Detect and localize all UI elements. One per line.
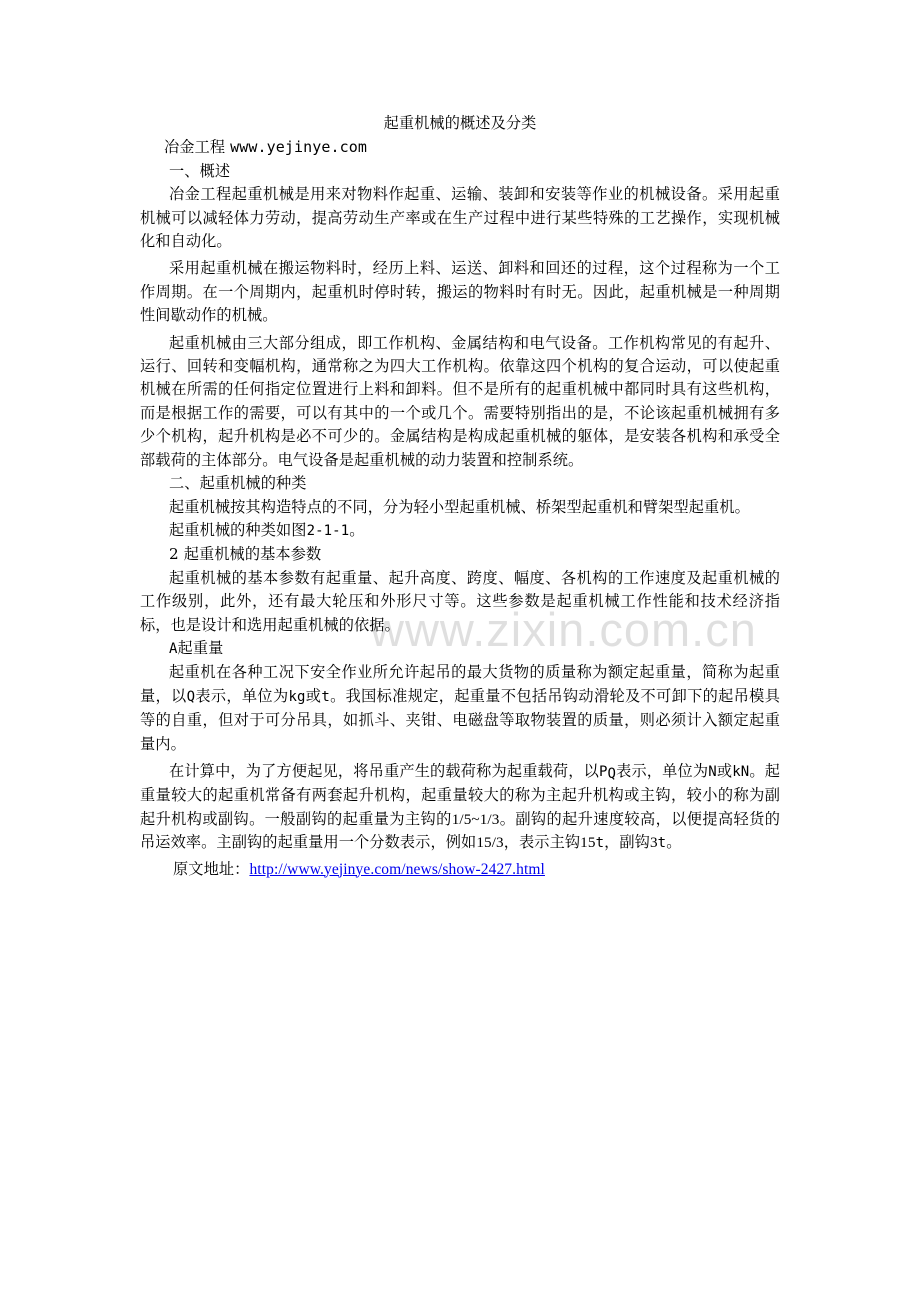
paragraph-rated-capacity: [140, 661, 780, 756]
symbol-p-subscript: Q: [607, 765, 617, 782]
figure-ref-end: 。: [349, 520, 365, 539]
unit-t: t: [595, 835, 605, 852]
paragraph-components: 起重机械由三大部分组成，即工作机构、金属结构和电气设备。工作机构常见的有起升、运行、回转和变幅机构，通常称之为四大工作机构。依靠这四个机构的复合运动，可以使起重机械在所需的任何指定位置进行上料和卸料。但不是所有的起重机械中都同时具有这些机构，而是根据工作的需要，可以有其中的一个或几个。需要特别指出的是，不论该起重机械拥有多少个机构，起升机构是必不可少的。金属结构是构成起重机械的躯体，是安装各机构和承受全部载荷的主体部分。电气设备是起重机械的动力装置和控制系统。: [140, 333, 780, 469]
section-heading-overview: 一、概述: [169, 161, 231, 180]
paragraph-figure-reference: [140, 519, 780, 543]
text-run: 。我国标准规定，起重量不包括吊钩动滑轮及不可卸下的起吊模具等的自重，但对于可分吊具，如抓斗、夹钳、电磁盘等取物装置的质量，则必须计入额定起重量内。: [140, 686, 780, 753]
subsection-letter: A: [169, 640, 178, 657]
section-heading-parameters: 2 起重机械的基本参数: [169, 545, 322, 564]
text-run: 。: [666, 833, 682, 852]
text-run: 在计算中，为了方便起见，将吊重产生的载荷称为起重载荷，以: [169, 761, 599, 780]
text-run: ，副钩: [604, 833, 650, 852]
section-heading-types: 二、起重机械的种类: [169, 474, 307, 493]
document-body: [140, 112, 780, 881]
main-hook-value: 15: [580, 834, 596, 852]
text-run: 起重机在各种工况下安全作业所允许起吊的最大货物的质量称为额定起重量，简称为起重量，以: [140, 663, 780, 705]
text-run: ，表示主钩: [503, 833, 581, 852]
unit-t: t: [321, 688, 330, 705]
unit-kg: kg: [288, 688, 306, 705]
unit-t: t: [657, 835, 667, 852]
paragraph-basic-parameters: 起重机械的基本参数有起重量、起升高度、跨度、幅度、各机构的工作速度及起重机械的工作级别，此外，还有最大轮压和外形尺寸等。这些参数是起重机械工作性能和技术经济指标，也是设计和选用起重机械的依据。: [140, 568, 780, 634]
text-run: 或: [716, 761, 733, 780]
figure-ref-text: 起重机械的种类如图: [169, 520, 307, 539]
watermark: www.zixin.com.cn: [370, 603, 757, 656]
paragraph-lifting-load: [140, 760, 780, 856]
source-line: [140, 858, 780, 881]
document-title: 起重机械的概述及分类: [383, 114, 537, 132]
unit-kn: kN: [732, 763, 750, 780]
text-run: 表示，单位为: [616, 761, 709, 780]
site-line: [140, 136, 780, 159]
subsection-heading-capacity: [140, 637, 780, 661]
text-run: 或: [305, 686, 322, 705]
figure-number: 2-1-1: [306, 522, 350, 539]
paragraph-classification: 起重机械按其构造特点的不同，分为轻小型起重机械、桥架型起重机和臂架型起重机。: [169, 497, 750, 516]
capacity-fraction: 15/3: [476, 834, 504, 852]
site-url: www.yejinye.com: [230, 138, 368, 157]
symbol-p: P: [598, 763, 608, 780]
source-label: 原文地址：: [173, 859, 250, 878]
text-run: 。副钩的起升速度较高，以便提高轻货的吊运效率。主副钩的起重量用一个分数表示，例如: [140, 809, 780, 852]
text-run: 表示，单位为: [195, 686, 289, 705]
paragraph-work-cycle: 采用起重机械在搬运物料时，经历上料、运送、卸料和回还的过程，这个过程称为一个工作周期。在一个周期内，起重机时停时转，搬运的物料时有时无。因此，起重机械是一种周期性间歇动作的机械。: [140, 259, 780, 325]
aux-hook-value: 3: [649, 834, 658, 852]
unit-n: N: [708, 763, 717, 780]
source-link[interactable]: http://www.yejinye.com/news/show-2427.html: [249, 860, 545, 878]
text-run: 。起重量较大的起重机常备有两套起升机构，起重量较大的称为主起升机构或主钩，较小的称为副起升机构或副钩。一般副钩的起重量为主钩的: [140, 761, 780, 828]
hook-ratio: 1/5~1/3: [451, 810, 500, 828]
symbol-q: Q: [186, 688, 196, 705]
subsection-text: 起重量: [177, 638, 224, 657]
site-label: 冶金工程: [164, 138, 226, 157]
paragraph-definition: 冶金工程起重机械是用来对物料作起重、运输、装卸和安装等作业的机械设备。采用起重机械可以减轻体力劳动，提高劳动生产率或在生产过程中进行某些特殊的工艺操作，实现机械化和自动化。: [140, 185, 780, 251]
